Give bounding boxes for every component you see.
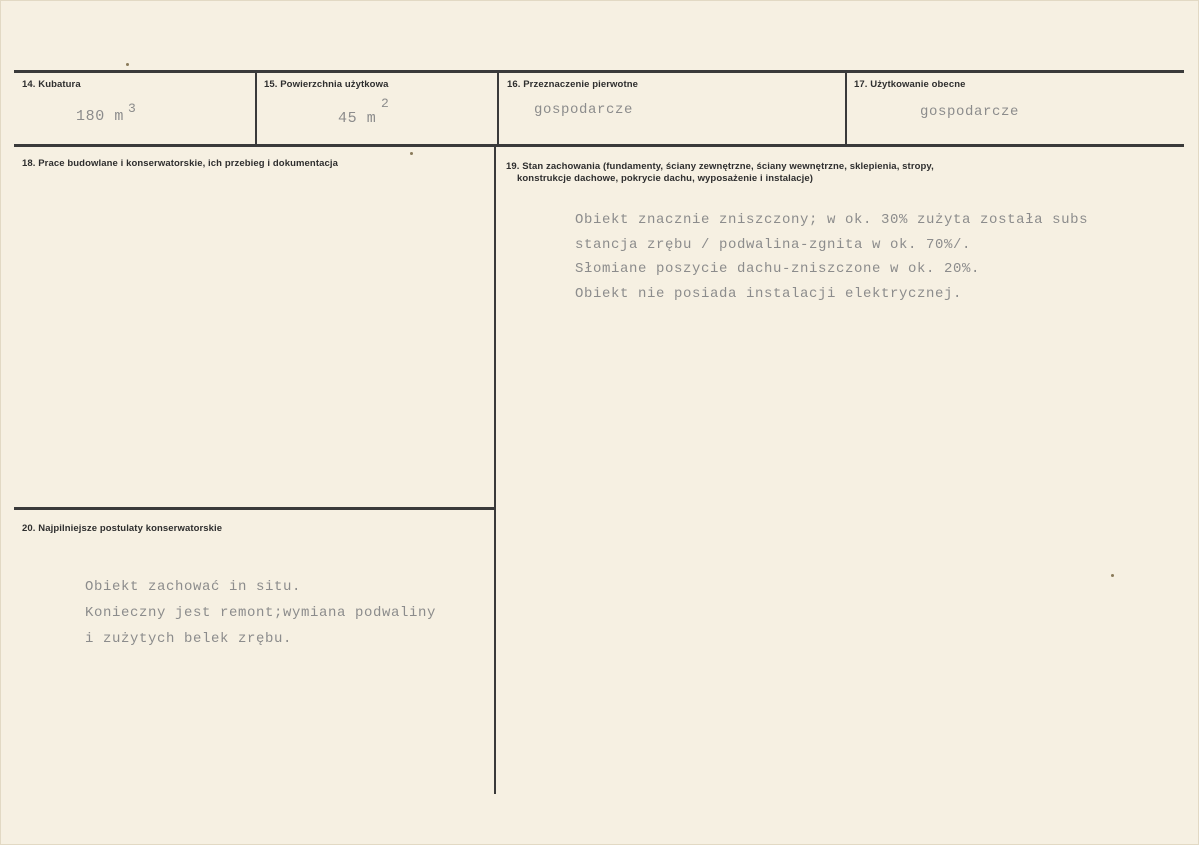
uzytkowanie-value: gospodarcze bbox=[920, 104, 1020, 120]
top-rule bbox=[14, 70, 1184, 73]
przeznaczenie-label: 16. Przeznaczenie pierwotne bbox=[507, 79, 638, 90]
przeznaczenie-value: gospodarcze bbox=[534, 102, 634, 118]
kubatura-label: 14. Kubatura bbox=[22, 79, 81, 90]
prace-budowlane-label: 18. Prace budowlane i konserwatorskie, ich przebieg i dokumentacja bbox=[22, 158, 338, 169]
kubatura-value: 180 m bbox=[76, 108, 125, 125]
stan-zachowania-line: Obiekt znacznie zniszczony; w ok. 30% zużyta została subs bbox=[575, 212, 1089, 228]
stan-zachowania-label-line1: 19. Stan zachowania (fundamenty, ściany zewnętrzne, ściany wewnętrzne, sklepienia, stropy, bbox=[506, 161, 934, 172]
postulaty-text bbox=[85, 574, 436, 652]
speck bbox=[410, 152, 413, 155]
stan-zachowania-line: Słomiane poszycie dachu-zniszczone w ok. 20%. bbox=[575, 261, 981, 277]
stan-zachowania-line: stancja zrębu / podwalina-zgnita w ok. 70%/. bbox=[575, 236, 972, 253]
powierzchnia-value: 45 m bbox=[338, 110, 377, 127]
main-column-divider bbox=[494, 146, 496, 794]
postulaty-line: Obiekt zachować in situ. bbox=[85, 579, 302, 595]
kubatura-unit-exponent: 3 bbox=[128, 101, 136, 116]
postulaty-line: Konieczny jest remont;wymiana podwaliny bbox=[85, 605, 437, 621]
speck bbox=[1111, 574, 1114, 577]
divider-16-17 bbox=[845, 72, 847, 145]
postulaty-line: i zużytych belek zrębu. bbox=[85, 631, 293, 647]
header-bottom-rule bbox=[14, 144, 1184, 147]
divider-14-15 bbox=[255, 72, 257, 145]
postulaty-label: 20. Najpilniejsze postulaty konserwatorskie bbox=[22, 523, 223, 534]
powierzchnia-unit-exponent: 2 bbox=[381, 96, 389, 111]
stan-zachowania-line: Obiekt nie posiada instalacji elektrycznej. bbox=[575, 285, 963, 302]
divider-15-16 bbox=[497, 72, 499, 145]
powierzchnia-label: 15. Powierzchnia użytkowa bbox=[264, 79, 389, 90]
section20-top-rule bbox=[14, 507, 495, 510]
stan-zachowania-text bbox=[575, 208, 1088, 306]
speck bbox=[126, 63, 129, 66]
stan-zachowania-label-line2: konstrukcje dachowe, pokrycie dachu, wyposażenie i instalacje) bbox=[517, 173, 814, 184]
uzytkowanie-label: 17. Użytkowanie obecne bbox=[854, 79, 966, 90]
